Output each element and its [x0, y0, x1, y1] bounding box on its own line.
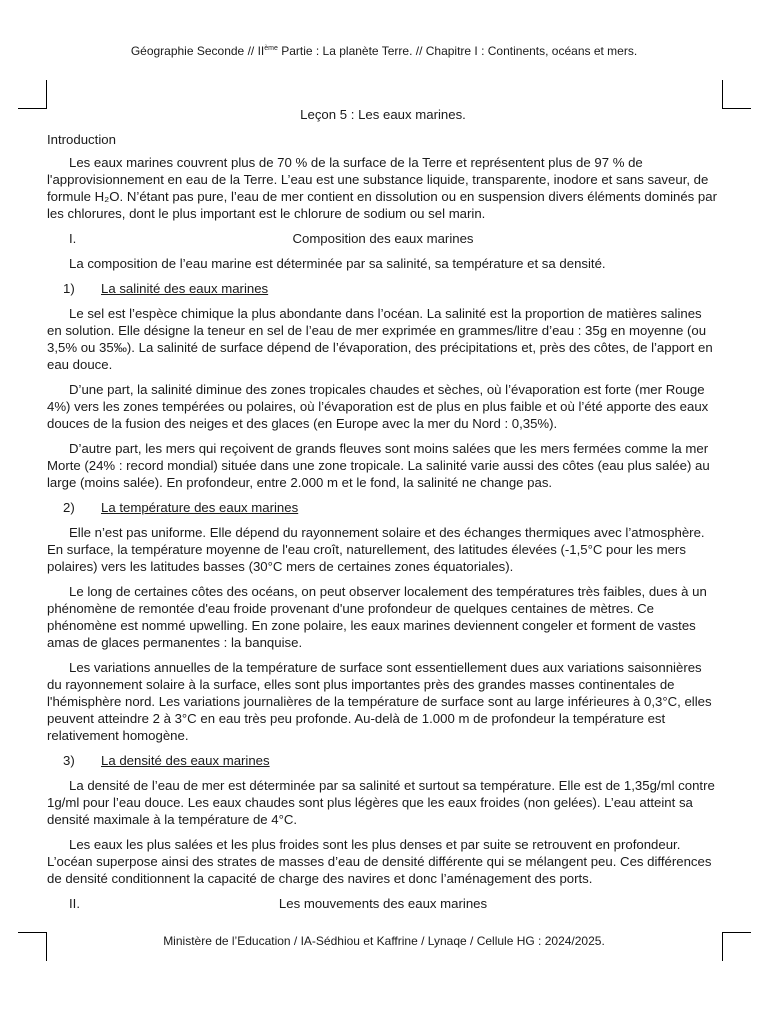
crop-mark-top-right: [722, 80, 751, 109]
page-header: [0, 40, 768, 60]
paragraph: Le sel est l’espèce chimique la plus abondante dans l’océan. La salinité est la proportion de matières salines en solution. Elle désigne la teneur en sel de l’eau de mer exprimée en grammes/litre d’eau : 35g en moyenne (ou 3,5% ou 35‰). La salinité de surface dépend de l’évaporation, des précipitations et, près des côtes, de l’apport en eau douce.: [47, 306, 713, 372]
paragraph: D’autre part, les mers qui reçoivent de grands fleuves sont moins salées que les mers fermées comme la mer Morte (24% : record mondial) située dans une zone tropicale. La salinité varie aussi des côtes (eau plus salée) au large (moins salée). En profondeur, entre 2.000 m et le fond, la salinité ne change pas.: [47, 441, 710, 490]
crop-mark-top-left: [18, 80, 47, 109]
section-heading-salinity: [47, 280, 719, 297]
part-lead-paragraph: La composition de l’eau marine est déterminée par sa salinité, sa température et sa densité.: [69, 256, 606, 271]
part-heading-2: [47, 895, 719, 912]
header-text-end: Partie : La planète Terre. // Chapitre I : Continents, océans et mers.: [277, 44, 638, 58]
section-heading-temperature: [47, 499, 719, 516]
intro-paragraph: Les eaux marines couvrent plus de 70 % de la surface de la Terre et représentent plus de 97 % de l'approvisionnement en eau de la Terre. L’eau est une substance liquide, transparente, inodore et sans saveur, de formule H₂O. N’étant pas pure, l’eau de mer contient en dissolution ou en suspension divers éléments dominés par les chlorures, dont le plus important est le chlorure de sodium ou sel marin.: [47, 155, 717, 221]
page-footer: Ministère de l’Education / IA-Sédhiou et Kaffrine / Lynaqe / Cellule HG : 2024/2025.: [163, 934, 605, 948]
section-heading-density: [47, 752, 719, 769]
section-number: 3): [63, 753, 75, 768]
paragraph: Elle n’est pas uniforme. Elle dépend du rayonnement solaire et des échanges thermiques avec l’atmosphère. En surface, la température moyenne de l'eau croît, naturellement, des latitudes élevées (-1,5°C pour les mers polaires) vers les latitudes basses (30°C mers de certaines zones équatoriales).: [47, 525, 705, 574]
paragraph: Les variations annuelles de la température de surface sont essentiellement dues aux variations saisonnières du rayonnement solaire à la surface, elles sont plus importantes près des grandes masses continentales de l'hémisphère nord. Les variations journalières de la température de surface sont au large inférieures à 0,3°C, elles peuvent atteindre 2 à 3°C en eau très peu profonde. Au-delà de 1.000 m de profondeur la température est relativement homogène.: [47, 660, 712, 743]
paragraph: Les eaux les plus salées et les plus froides sont les plus denses et par suite se retrouvent en profondeur. L’océan superpose ainsi des strates de masses d’eau de densité différente qui se mélangent peu. Ces différences de densité conditionnent la capacité de charge des navires et donc l’aménagement des ports.: [47, 837, 712, 886]
section-number: 2): [63, 500, 75, 515]
header-text-start: Géographie Seconde // II: [130, 44, 265, 58]
paragraph: D’une part, la salinité diminue des zones tropicales chaudes et sèches, où l’évaporation est forte (mer Rouge 4%) vers les zones tempérées ou polaires, où l’évaporation est de plus en plus faible et où l’été apporte des eaux douces de la fusion des neiges et des glaces (en Europe avec la mer du Nord : 0,35%).: [47, 382, 709, 431]
document-body: [47, 106, 719, 920]
part-number: II.: [69, 896, 80, 911]
intro-heading: Introduction: [47, 132, 116, 147]
section-number: 1): [63, 281, 75, 296]
part-heading-1: [47, 230, 719, 247]
section-title: La densité des eaux marines: [101, 753, 270, 768]
part-title: Les mouvements des eaux marines: [278, 896, 488, 911]
part-title: Composition des eaux marines: [292, 231, 474, 246]
lesson-title: Leçon 5 : Les eaux marines.: [300, 107, 466, 122]
section-title: La température des eaux marines: [101, 500, 299, 515]
paragraph: La densité de l’eau de mer est déterminée par sa salinité et surtout sa température. Elle est de 1,35g/ml contre 1g/ml pour l’eau douce. Les eaux chaudes sont plus légères que les eaux froides (non gelées). L’eau atteint sa densité maximale à la température de 4°C.: [47, 778, 715, 827]
paragraph: Le long de certaines côtes des océans, on peut observer localement des températures très faibles, dues à un phénomène de remontée d'eau froide provenant d'une profondeur de quelques centaines de mètres. Ce phénomène est nommé upwelling. En zone polaire, les eaux marines deviennent congeler et forment de vastes amas de glaces permanentes : la banquise.: [47, 584, 707, 650]
section-title: La salinité des eaux marines: [101, 281, 269, 296]
header-superscript: ème: [264, 45, 278, 52]
part-number: I.: [69, 231, 77, 246]
